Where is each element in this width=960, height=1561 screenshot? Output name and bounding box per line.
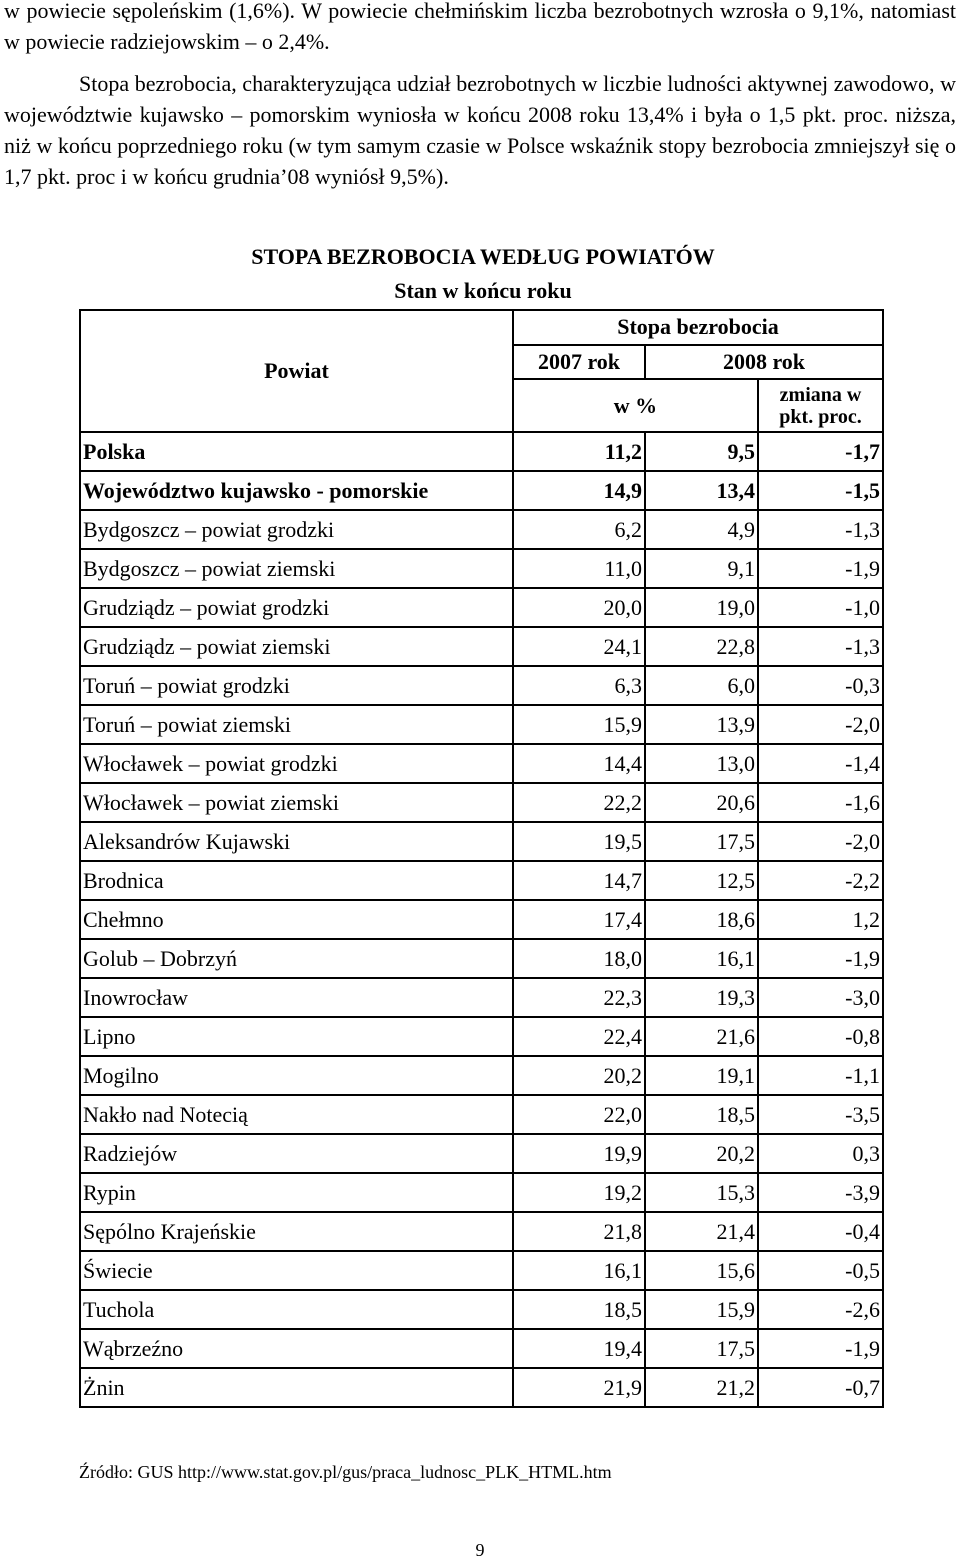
row-2007: 19,4 [513,1329,645,1368]
row-change: -2,6 [758,1290,883,1329]
row-2008: 13,9 [645,705,758,744]
row-name: Inowrocław [80,978,513,1017]
row-2008: 9,1 [645,549,758,588]
row-2007: 17,4 [513,900,645,939]
table-row [80,666,883,705]
row-change: -1,3 [758,510,883,549]
row-2008: 18,6 [645,900,758,939]
paragraph-continuation: w powiecie sępoleńskim (1,6%). W powiecie chełmińskim liczba bezrobotnych wzrosła o 9,1%, natomiast w powiecie radziejowskim – o 2,4%. [4,0,956,54]
row-2007: 24,1 [513,627,645,666]
row-change: -0,7 [758,1368,883,1407]
row-name: Świecie [80,1251,513,1290]
row-change: -3,5 [758,1095,883,1134]
page-number: 9 [475,1540,485,1560]
row-name: Tuchola [80,1290,513,1329]
table-row [80,627,883,666]
table-row [80,1017,883,1056]
row-2008: 13,0 [645,744,758,783]
header-change: zmiana w pkt. proc. [758,379,883,432]
header-2008: 2008 rok [645,345,883,380]
row-2008: 21,6 [645,1017,758,1056]
row-change: -2,2 [758,861,883,900]
table-row [80,978,883,1017]
row-name: Lipno [80,1017,513,1056]
table-row [80,432,883,471]
row-2007: 16,1 [513,1251,645,1290]
table-row [80,783,883,822]
row-2007: 22,3 [513,978,645,1017]
row-change: -1,1 [758,1056,883,1095]
row-2007: 20,0 [513,588,645,627]
row-2008: 19,3 [645,978,758,1017]
row-2007: 19,9 [513,1134,645,1173]
row-change: -0,8 [758,1017,883,1056]
row-2008: 4,9 [645,510,758,549]
row-name: Włocławek – powiat grodzki [80,744,513,783]
header-unit: w % [513,379,758,432]
row-2008: 20,2 [645,1134,758,1173]
row-2007: 14,7 [513,861,645,900]
row-2007: 22,4 [513,1017,645,1056]
table-row [80,900,883,939]
row-2007: 19,5 [513,822,645,861]
table-row [80,861,883,900]
table-row [80,1251,883,1290]
row-2008: 20,6 [645,783,758,822]
row-change: -1,9 [758,1329,883,1368]
table-row [80,1290,883,1329]
row-name: Mogilno [80,1056,513,1095]
row-name: Toruń – powiat ziemski [80,705,513,744]
row-2007: 20,2 [513,1056,645,1095]
row-name: Brodnica [80,861,513,900]
table-title: STOPA BEZROBOCIA WEDŁUG POWIATÓW [251,244,715,269]
row-2007: 21,9 [513,1368,645,1407]
row-change: -1,4 [758,744,883,783]
row-name: Żnin [80,1368,513,1407]
paragraph-unemployment-rate: Stopa bezrobocia, charakteryzująca udział bezrobotnych w liczbie ludności aktywnej zawodowo, w województwie kujawsko – pomorskim wyniosła w końcu 2008 roku 13,4% i była o 1,5 pkt. proc. niższa, niż w końcu poprzedniego roku (w tym samym czasie w Polsce wskaźnik stopy bezrobocia zmniejszył się o 1,7 pkt. proc i w końcu grudnia’08 wyniósł 9,5%). [4,71,956,189]
row-change: 0,3 [758,1134,883,1173]
row-change: -0,4 [758,1212,883,1251]
row-2007: 18,0 [513,939,645,978]
table-row [80,705,883,744]
row-2007: 11,2 [513,432,645,471]
row-name: Grudziądz – powiat grodzki [80,588,513,627]
row-2008: 16,1 [645,939,758,978]
row-change: -3,9 [758,1173,883,1212]
row-2008: 12,5 [645,861,758,900]
table-row [80,1368,883,1407]
table-row [80,1056,883,1095]
table-row [80,1095,883,1134]
row-change: -1,5 [758,471,883,510]
row-2007: 22,0 [513,1095,645,1134]
table-subtitle: Stan w końcu roku [394,278,572,303]
row-2008: 9,5 [645,432,758,471]
row-2007: 15,9 [513,705,645,744]
row-name: Chełmno [80,900,513,939]
header-row-1 [80,310,883,345]
row-name: Bydgoszcz – powiat ziemski [80,549,513,588]
row-2007: 21,8 [513,1212,645,1251]
row-2007: 14,4 [513,744,645,783]
row-name: Rypin [80,1173,513,1212]
row-2007: 18,5 [513,1290,645,1329]
row-2008: 22,8 [645,627,758,666]
row-change: -2,0 [758,705,883,744]
row-2008: 17,5 [645,822,758,861]
header-powiat: Powiat [80,310,513,432]
row-change: -0,5 [758,1251,883,1290]
row-name: Bydgoszcz – powiat grodzki [80,510,513,549]
row-change: -1,9 [758,549,883,588]
row-name: Sępólno Krajeńskie [80,1212,513,1251]
row-name: Toruń – powiat grodzki [80,666,513,705]
table-row [80,471,883,510]
row-2008: 6,0 [645,666,758,705]
row-2007: 6,2 [513,510,645,549]
row-2007: 14,9 [513,471,645,510]
row-2008: 13,4 [645,471,758,510]
header-stopa: Stopa bezrobocia [513,310,883,345]
table-row [80,1329,883,1368]
row-change: -1,6 [758,783,883,822]
row-change: -2,0 [758,822,883,861]
row-2008: 19,0 [645,588,758,627]
row-2007: 11,0 [513,549,645,588]
row-change: 1,2 [758,900,883,939]
header-2007: 2007 rok [513,345,645,380]
row-name: Radziejów [80,1134,513,1173]
table-row [80,822,883,861]
row-name: Województwo kujawsko - pomorskie [80,471,513,510]
unemployment-table [79,309,884,1408]
row-change: -0,3 [758,666,883,705]
row-name: Nakło nad Notecią [80,1095,513,1134]
row-change: -1,3 [758,627,883,666]
row-name: Aleksandrów Kujawski [80,822,513,861]
row-2008: 18,5 [645,1095,758,1134]
table-row [80,549,883,588]
table-row [80,744,883,783]
row-2008: 15,6 [645,1251,758,1290]
row-2008: 15,9 [645,1290,758,1329]
table-row [80,588,883,627]
row-change: -1,0 [758,588,883,627]
row-2008: 19,1 [645,1056,758,1095]
row-name: Polska [80,432,513,471]
table-row [80,1173,883,1212]
row-2007: 19,2 [513,1173,645,1212]
row-name: Wąbrzeźno [80,1329,513,1368]
row-2008: 15,3 [645,1173,758,1212]
row-2008: 21,2 [645,1368,758,1407]
row-change: -1,9 [758,939,883,978]
row-2007: 22,2 [513,783,645,822]
table-row [80,1212,883,1251]
row-change: -1,7 [758,432,883,471]
row-change: -3,0 [758,978,883,1017]
table-row [80,510,883,549]
row-name: Włocławek – powiat ziemski [80,783,513,822]
row-2008: 21,4 [645,1212,758,1251]
table-row [80,939,883,978]
row-2007: 6,3 [513,666,645,705]
table-row [80,1134,883,1173]
row-name: Golub – Dobrzyń [80,939,513,978]
row-name: Grudziądz – powiat ziemski [80,627,513,666]
row-2008: 17,5 [645,1329,758,1368]
source-note: Źródło: GUS http://www.stat.gov.pl/gus/praca_ludnosc_PLK_HTML.htm [79,1462,612,1482]
